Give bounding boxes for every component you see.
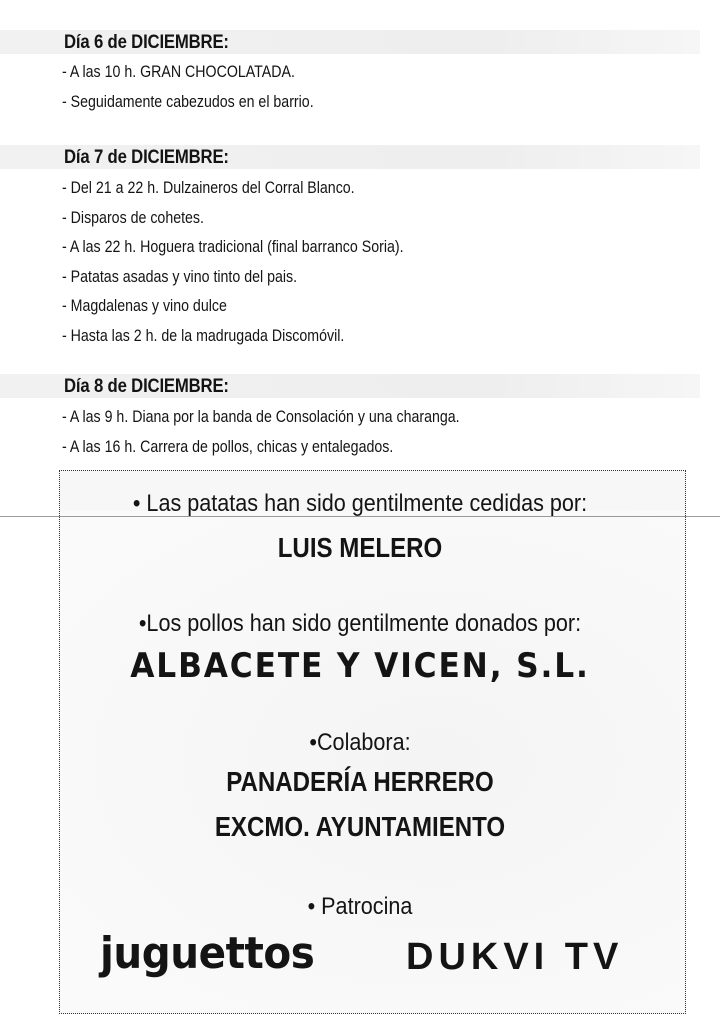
collaborator-bakery: PANADERÍA HERRERO (226, 766, 494, 797)
potatoes-donor: LUIS MELERO (277, 532, 443, 563)
dukvi-tv-logo: DUKVI TV (406, 936, 624, 978)
collaborator-city-council: EXCMO. AYUNTAMIENTO (214, 811, 506, 842)
collaborates-lead: •Colabora: (309, 729, 411, 756)
event-item: - A las 22 h. Hoguera tradicional (final barranco Soria). (62, 238, 404, 256)
potatoes-lead: • Las patatas han sido gentilmente cedidas por: (132, 490, 588, 517)
event-item: - Seguidamente cabezudos en el barrio. (62, 92, 314, 111)
event-item: - Hasta las 2 h. de la madrugada Discomóvil. (62, 326, 345, 345)
event-item: - Disparos de cohetes. (62, 208, 204, 227)
chickens-lead: •Los pollos han sido gentilmente donados por: (138, 610, 582, 637)
sponsor-lead: • Patrocina (307, 893, 413, 920)
day-7-events (62, 174, 459, 351)
event-item: - Del 21 a 22 h. Dulzaineros del Corral Blanco. (62, 179, 355, 197)
event-item: - A las 16 h. Carrera de pollos, chicas y entalegados. (62, 437, 394, 456)
day-6-events (62, 58, 355, 117)
event-item: - A las 9 h. Diana por la banda de Consolación y una charanga. (62, 408, 460, 426)
day-8-events (62, 403, 524, 462)
day-8-title: Día 8 de DICIEMBRE: (64, 376, 229, 397)
juguettos-logo: juguettos (100, 928, 315, 979)
event-item: - A las 10 h. GRAN CHOCOLATADA. (62, 63, 295, 81)
day-7-title: Día 7 de DICIEMBRE: (64, 147, 229, 168)
day-6-title: Día 6 de DICIEMBRE: (64, 32, 229, 53)
event-item: - Magdalenas y vino dulce (62, 297, 227, 315)
event-item: - Patatas asadas y vino tinto del pais. (62, 267, 298, 286)
chickens-donor: ALBACETE Y VICEN, S.L. (130, 646, 590, 686)
